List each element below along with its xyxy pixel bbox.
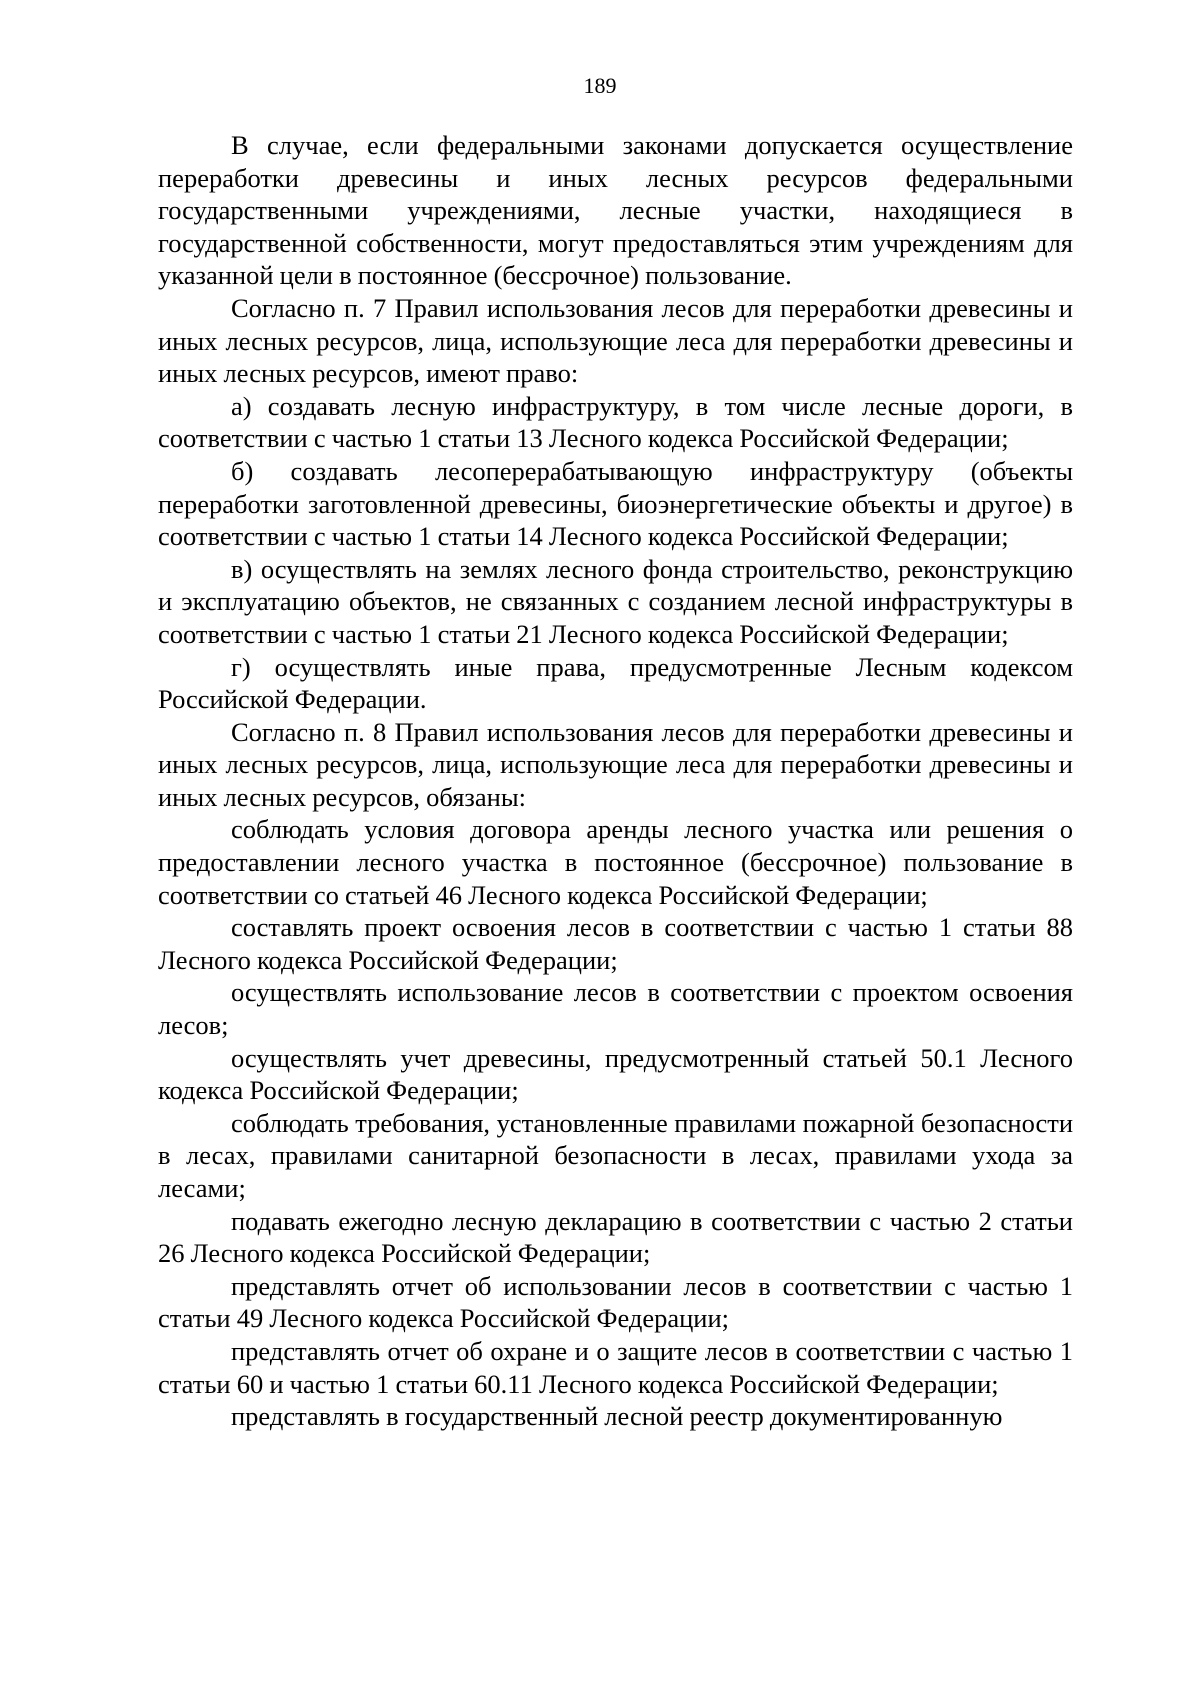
document-body	[158, 129, 1073, 1433]
paragraph: г) осуществлять иные права, предусмотренные Лесным кодексом Российской Федерации.	[158, 651, 1073, 715]
paragraph: Согласно п. 7 Правил использования лесов для переработки древесины и иных лесных ресурсов, лица, использующие леса для переработки древесины и иных лесных ресурсов, имеют право:	[158, 292, 1073, 389]
paragraph: представлять отчет об охране и о защите лесов в соответствии с частью 1 статьи 60 и частью 1 статьи 60.11 Лесного кодекса Российской Федерации;	[158, 1335, 1073, 1399]
paragraph: В случае, если федеральными законами допускается осуществление переработки древесины и иных лесных ресурсов федеральными государственными учреждениями, лесные участки, находящиеся в государственной собственности, могут предоставляться этим учреждениям для указанной цели в постоянное (бессрочное) пользование.	[158, 130, 1073, 291]
paragraph: Согласно п. 8 Правил использования лесов для переработки древесины и иных лесных ресурсов, лица, использующие леса для переработки древесины и иных лесных ресурсов, обязаны:	[158, 716, 1073, 812]
paragraph: осуществлять использование лесов в соответствии с проектом освоения лесов;	[158, 977, 1073, 1041]
paragraph: осуществлять учет древесины, предусмотренный статьей 50.1 Лесного кодекса Российской Федерации;	[158, 1042, 1073, 1106]
paragraph: б) создавать лесоперерабатывающую инфраструктуру (объекты переработки заготовленной древесины, биоэнергетические объекты и другое) в соответствии с частью 1 статьи 14 Лесного кодекса Российской Федерации;	[158, 455, 1073, 552]
paragraph: представлять в государственный лесной реестр документированную	[231, 1401, 1003, 1432]
paragraph: в) осуществлять на землях лесного фонда строительство, реконструкцию и эксплуатацию объектов, не связанных с созданием лесной инфраструктуры в соответствии с частью 1 статьи 21 Лесного кодекса Российской Федерации;	[158, 553, 1073, 649]
paragraph: подавать ежегодно лесную декларацию в соответствии с частью 2 статьи 26 Лесного кодекса Российской Федерации;	[158, 1205, 1073, 1269]
paragraph: представлять отчет об использовании лесов в соответствии с частью 1 статьи 49 Лесного кодекса Российской Федерации;	[158, 1270, 1073, 1334]
paragraph: составлять проект освоения лесов в соответствии с частью 1 статьи 88 Лесного кодекса Российской Федерации;	[158, 912, 1073, 975]
paragraph: соблюдать требования, установленные правилами пожарной безопасности в лесах, правилами санитарной безопасности в лесах, правилами ухода за лесами;	[158, 1107, 1073, 1203]
page-number: 189	[583, 73, 617, 98]
paragraph: соблюдать условия договора аренды лесного участка или решения о предоставлении лесного участка в постоянное (бессрочное) пользование в соответствии со статьей 46 Лесного кодекса Российской Федерации;	[158, 814, 1073, 910]
paragraph: а) создавать лесную инфраструктуру, в том числе лесные дороги, в соответствии с частью 1 статьи 13 Лесного кодекса Российской Федерации;	[158, 390, 1073, 454]
